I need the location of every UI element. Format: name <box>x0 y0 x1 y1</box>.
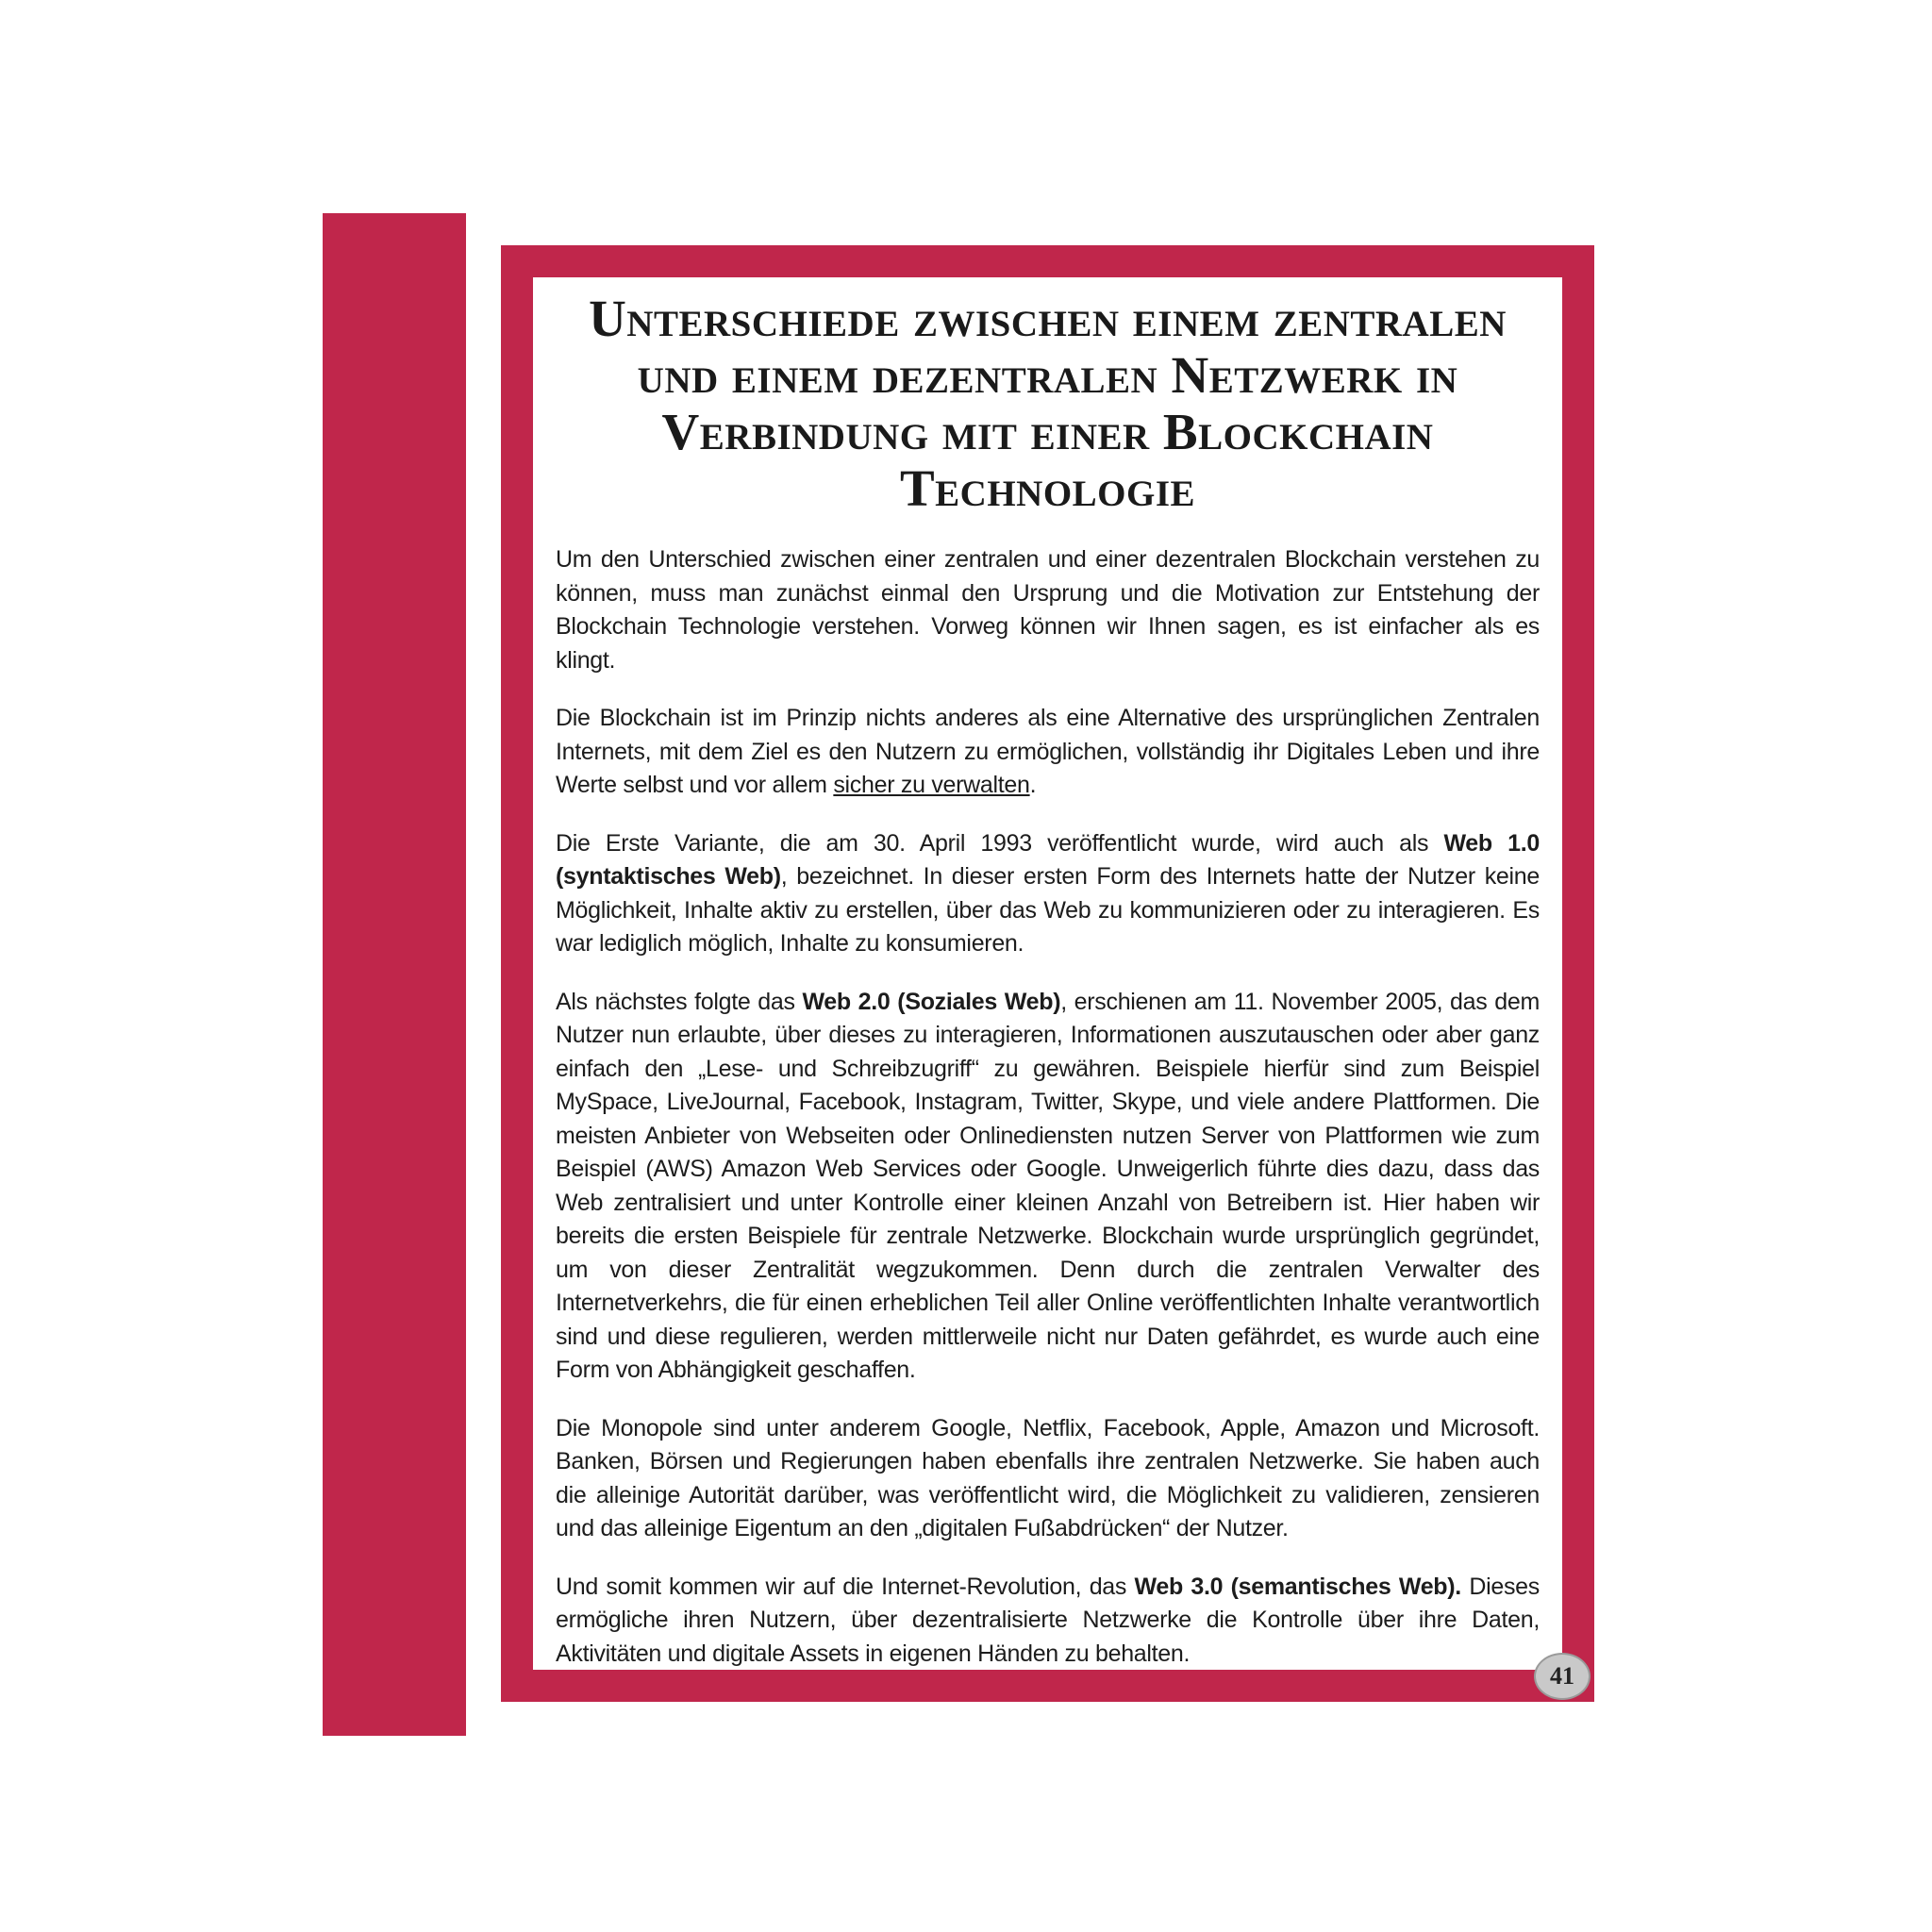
paragraph-6 <box>556 1571 1540 1672</box>
paragraph-5 <box>556 1412 1540 1546</box>
bold-term: Web 1.0 (syntaktisches Web) <box>556 829 1540 890</box>
text-segment: Die Monopole sind unter anderem Google, Netflix, Facebook, Apple, Amazon und Microsoft. Banken, Börsen und Regierungen haben ebenfalls ihre zentralen Netzwerke. Sie haben auch die alleinige Autorität darüber, was veröffentlicht wird, die Möglichkeit zu validieren, zensieren und das alleinige Eigentum an den „digitalen Fußabdrücken“ der Nutzer. <box>556 1414 1540 1541</box>
body-text <box>556 543 1540 1671</box>
text-segment: , bezeichnet. In dieser ersten Form des Internets hatte der Nutzer keine Möglichkeit, Inhalte aktiv zu erstellen, über das Web zu kommunizieren oder zu interagieren. Es war lediglich möglich, Inhalte zu konsumieren. <box>556 863 1540 957</box>
underlined-phrase: sicher zu verwalten <box>833 772 1030 798</box>
text-segment: , erschienen am 11. November 2005, das dem Nutzer nun erlaubte, über dieses zu interagieren, Informationen auszutauschen oder aber ganz einfach den „Lese- und Schreibzugriff“ zu gewähren. Beispiele hierfür sind zum Beispiel MySpace, LiveJournal, Facebook, Instagram, Twitter, Skype, und viele andere Plattformen. Die meisten Anbieter von Webseiten oder Onlinediensten nutzen Server von Plattformen wie zum Beispiel (AWS) Amazon Web Services oder Google. Unweigerlich führte dies dazu, dass das Web zentralisiert und unter Kontrolle einer kleinen Anzahl von Betreibern ist. Hier haben wir bereits die ersten Beispiele für zentrale Netzwerke. Blockchain wurde ursprünglich gegründet, um von dieser Zentralität wegzukommen. Denn durch die zentralen Verwalter des Internetverkehrs, die für einen erheblichen Teil aller Online veröffentlichten Inhalte verantwortlich sind und diese regulieren, werden mittlerweile nicht nur Daten gefährdet, es wurde auch eine Form von Abhängigkeit geschaffen. <box>556 988 1540 1383</box>
text-segment: . <box>1029 772 1037 798</box>
bold-term: Web 3.0 (semantisches Web). <box>1134 1573 1461 1600</box>
text-segment: Um den Unterschied zwischen einer zentralen und einer dezentralen Blockchain verstehen zu können, muss man zunächst einmal den Ursprung und die Motivation zur Entstehung der Blockchain Technologie verstehen. Vorweg können wir Ihnen sagen, es ist einfacher als es klingt. <box>556 546 1540 674</box>
text-segment: Dieses ermögliche ihren Nutzern, über dezentralisierte Netzwerke die Kontrolle über ihre Daten, Aktivitäten und digitale Assets in eigenen Händen zu behalten. <box>556 1573 1540 1667</box>
page-title: Unterschiede zwischen einem zentralen und einem dezentralen Netzwerk in Verbindung mit einer Blockchain Technologie <box>589 290 1507 517</box>
side-accent-bar <box>323 213 466 1736</box>
page-content <box>533 277 1562 1670</box>
text-segment: Die Blockchain ist im Prinzip nichts anderes als eine Alternative des ursprünglichen Zentralen Internets, mit dem Ziel es den Nutzern zu ermöglichen, vollständig ihr Digitales Leben und ihre Werte selbst und vor allem <box>556 705 1540 798</box>
text-segment: Die Erste Variante, die am 30. April 1993 veröffentlicht wurde, wird auch als <box>556 829 1444 857</box>
bold-term: Web 2.0 (Soziales Web) <box>802 988 1061 1015</box>
page-number-badge: 41 <box>1534 1653 1591 1700</box>
paragraph-1 <box>556 543 1540 677</box>
text-segment: Und somit kommen wir auf die Internet-Revolution, das <box>556 1573 1135 1600</box>
paragraph-4 <box>556 986 1540 1388</box>
paragraph-2 <box>556 702 1540 803</box>
text-segment: Als nächstes folgte das <box>556 988 803 1015</box>
paragraph-3 <box>556 827 1540 961</box>
